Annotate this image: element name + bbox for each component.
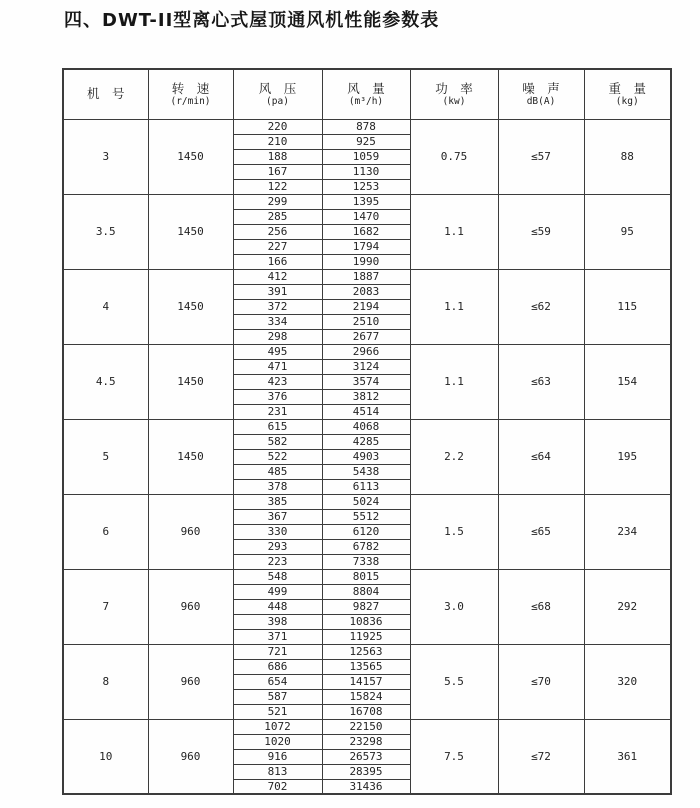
volume-cell: 11925 — [322, 629, 410, 644]
speed-cell: 1450 — [148, 344, 233, 419]
volume-cell: 6120 — [322, 524, 410, 539]
header-label: 风 量 — [347, 81, 385, 97]
pressure-cell: 210 — [233, 134, 322, 149]
model-cell: 5 — [63, 419, 148, 494]
pressure-cell: 385 — [233, 494, 322, 509]
power-cell: 5.5 — [410, 644, 498, 719]
noise-cell: ≤62 — [498, 269, 584, 344]
pressure-cell: 548 — [233, 569, 322, 584]
noise-cell: ≤59 — [498, 194, 584, 269]
model-cell: 10 — [63, 719, 148, 794]
pressure-cell: 223 — [233, 554, 322, 569]
column-header-noise — [498, 69, 584, 119]
pressure-cell: 227 — [233, 239, 322, 254]
power-cell: 7.5 — [410, 719, 498, 794]
volume-cell: 28395 — [322, 764, 410, 779]
pressure-cell: 231 — [233, 404, 322, 419]
volume-cell: 2083 — [322, 284, 410, 299]
speed-cell: 960 — [148, 719, 233, 794]
noise-cell: ≤63 — [498, 344, 584, 419]
pressure-cell: 371 — [233, 629, 322, 644]
table-header — [63, 69, 671, 119]
noise-cell: ≤68 — [498, 569, 584, 644]
weight-cell: 95 — [584, 194, 671, 269]
header-label: 功 率 — [435, 81, 473, 97]
table-row — [63, 269, 671, 284]
header-label: 机 号 — [86, 86, 125, 102]
header-row — [63, 69, 671, 119]
weight-cell: 234 — [584, 494, 671, 569]
speed-cell: 1450 — [148, 119, 233, 194]
volume-cell: 8804 — [322, 584, 410, 599]
volume-cell: 3574 — [322, 374, 410, 389]
volume-cell: 3812 — [322, 389, 410, 404]
pressure-cell: 367 — [233, 509, 322, 524]
column-header-weight — [584, 69, 671, 119]
volume-cell: 31436 — [322, 779, 410, 794]
model-cell: 3 — [63, 119, 148, 194]
pressure-cell: 485 — [233, 464, 322, 479]
table-body — [63, 119, 671, 794]
table-row — [63, 194, 671, 209]
pressure-cell: 471 — [233, 359, 322, 374]
pressure-cell: 615 — [233, 419, 322, 434]
volume-cell: 7338 — [322, 554, 410, 569]
noise-cell: ≤57 — [498, 119, 584, 194]
table-row — [63, 344, 671, 359]
noise-cell: ≤72 — [498, 719, 584, 794]
model-cell: 6 — [63, 494, 148, 569]
table-row — [63, 419, 671, 434]
pressure-cell: 916 — [233, 749, 322, 764]
volume-cell: 8015 — [322, 569, 410, 584]
pressure-cell: 167 — [233, 164, 322, 179]
volume-cell: 1395 — [322, 194, 410, 209]
volume-cell: 4068 — [322, 419, 410, 434]
column-header-power — [410, 69, 498, 119]
volume-cell: 2966 — [322, 344, 410, 359]
model-cell: 7 — [63, 569, 148, 644]
volume-cell: 1253 — [322, 179, 410, 194]
volume-cell: 1059 — [322, 149, 410, 164]
pressure-cell: 686 — [233, 659, 322, 674]
volume-cell: 1794 — [322, 239, 410, 254]
header-label: 重 量 — [608, 81, 646, 97]
weight-cell: 88 — [584, 119, 671, 194]
volume-cell: 13565 — [322, 659, 410, 674]
noise-cell: ≤64 — [498, 419, 584, 494]
column-header-volume — [322, 69, 410, 119]
model-cell: 8 — [63, 644, 148, 719]
power-cell: 1.1 — [410, 194, 498, 269]
pressure-cell: 166 — [233, 254, 322, 269]
table-row — [63, 119, 671, 134]
power-cell: 2.2 — [410, 419, 498, 494]
pressure-cell: 299 — [233, 194, 322, 209]
pressure-cell: 334 — [233, 314, 322, 329]
speed-cell: 960 — [148, 494, 233, 569]
volume-cell: 14157 — [322, 674, 410, 689]
header-label: 转 速 — [171, 81, 210, 97]
noise-cell: ≤65 — [498, 494, 584, 569]
weight-cell: 195 — [584, 419, 671, 494]
pressure-cell: 293 — [233, 539, 322, 554]
pressure-cell: 378 — [233, 479, 322, 494]
pressure-cell: 654 — [233, 674, 322, 689]
noise-cell: ≤70 — [498, 644, 584, 719]
pressure-cell: 298 — [233, 329, 322, 344]
volume-cell: 6113 — [322, 479, 410, 494]
table-row — [63, 494, 671, 509]
volume-cell: 5024 — [322, 494, 410, 509]
page-title: 四、DWT-II型离心式屋顶通风机性能参数表 — [64, 10, 440, 31]
pressure-cell: 1072 — [233, 719, 322, 734]
volume-cell: 23298 — [322, 734, 410, 749]
pressure-cell: 330 — [233, 524, 322, 539]
model-cell: 3.5 — [63, 194, 148, 269]
volume-cell: 15824 — [322, 689, 410, 704]
pressure-cell: 391 — [233, 284, 322, 299]
pressure-cell: 376 — [233, 389, 322, 404]
pressure-cell: 256 — [233, 224, 322, 239]
volume-cell: 2510 — [322, 314, 410, 329]
power-cell: 3.0 — [410, 569, 498, 644]
header-unit: (m³/h) — [348, 95, 384, 107]
pressure-cell: 398 — [233, 614, 322, 629]
header-unit: (kw) — [442, 95, 466, 107]
pressure-cell: 813 — [233, 764, 322, 779]
volume-cell: 4514 — [322, 404, 410, 419]
volume-cell: 5512 — [322, 509, 410, 524]
pressure-cell: 495 — [233, 344, 322, 359]
table-row — [63, 644, 671, 659]
column-header-pressure — [233, 69, 322, 119]
pressure-cell: 412 — [233, 269, 322, 284]
volume-cell: 12563 — [322, 644, 410, 659]
pressure-cell: 122 — [233, 179, 322, 194]
pressure-cell: 220 — [233, 119, 322, 134]
volume-cell: 925 — [322, 134, 410, 149]
volume-cell: 10836 — [322, 614, 410, 629]
pressure-cell: 448 — [233, 599, 322, 614]
column-header-speed — [148, 69, 233, 119]
header-unit: (kg) — [615, 95, 639, 107]
pressure-cell: 1020 — [233, 734, 322, 749]
power-cell: 1.1 — [410, 344, 498, 419]
pressure-cell: 702 — [233, 779, 322, 794]
volume-cell: 4903 — [322, 449, 410, 464]
pressure-cell: 285 — [233, 209, 322, 224]
volume-cell: 22150 — [322, 719, 410, 734]
speed-cell: 960 — [148, 644, 233, 719]
model-cell: 4 — [63, 269, 148, 344]
pressure-cell: 721 — [233, 644, 322, 659]
volume-cell: 1990 — [322, 254, 410, 269]
header-label: 风 压 — [258, 81, 297, 97]
pressure-cell: 587 — [233, 689, 322, 704]
weight-cell: 115 — [584, 269, 671, 344]
power-cell: 1.5 — [410, 494, 498, 569]
power-cell: 0.75 — [410, 119, 498, 194]
weight-cell: 320 — [584, 644, 671, 719]
column-header-model-number — [63, 69, 148, 119]
pressure-cell: 521 — [233, 704, 322, 719]
power-cell: 1.1 — [410, 269, 498, 344]
header-label: 噪 声 — [522, 81, 560, 97]
performance-table — [62, 68, 672, 795]
volume-cell: 3124 — [322, 359, 410, 374]
volume-cell: 1887 — [322, 269, 410, 284]
volume-cell: 26573 — [322, 749, 410, 764]
pressure-cell: 188 — [233, 149, 322, 164]
weight-cell: 292 — [584, 569, 671, 644]
speed-cell: 960 — [148, 569, 233, 644]
volume-cell: 2194 — [322, 299, 410, 314]
volume-cell: 9827 — [322, 599, 410, 614]
weight-cell: 154 — [584, 344, 671, 419]
volume-cell: 1130 — [322, 164, 410, 179]
header-unit: (pa) — [266, 95, 289, 107]
volume-cell: 878 — [322, 119, 410, 134]
pressure-cell: 423 — [233, 374, 322, 389]
header-unit: dB(A) — [526, 95, 556, 107]
pressure-cell: 499 — [233, 584, 322, 599]
volume-cell: 16708 — [322, 704, 410, 719]
volume-cell: 1682 — [322, 224, 410, 239]
pressure-cell: 522 — [233, 449, 322, 464]
pressure-cell: 372 — [233, 299, 322, 314]
volume-cell: 5438 — [322, 464, 410, 479]
header-unit: (r/min) — [170, 95, 211, 107]
table-row — [63, 569, 671, 584]
speed-cell: 1450 — [148, 419, 233, 494]
volume-cell: 6782 — [322, 539, 410, 554]
pressure-cell: 582 — [233, 434, 322, 449]
speed-cell: 1450 — [148, 269, 233, 344]
model-cell: 4.5 — [63, 344, 148, 419]
table-row — [63, 719, 671, 734]
volume-cell: 1470 — [322, 209, 410, 224]
speed-cell: 1450 — [148, 194, 233, 269]
volume-cell: 2677 — [322, 329, 410, 344]
weight-cell: 361 — [584, 719, 671, 794]
volume-cell: 4285 — [322, 434, 410, 449]
